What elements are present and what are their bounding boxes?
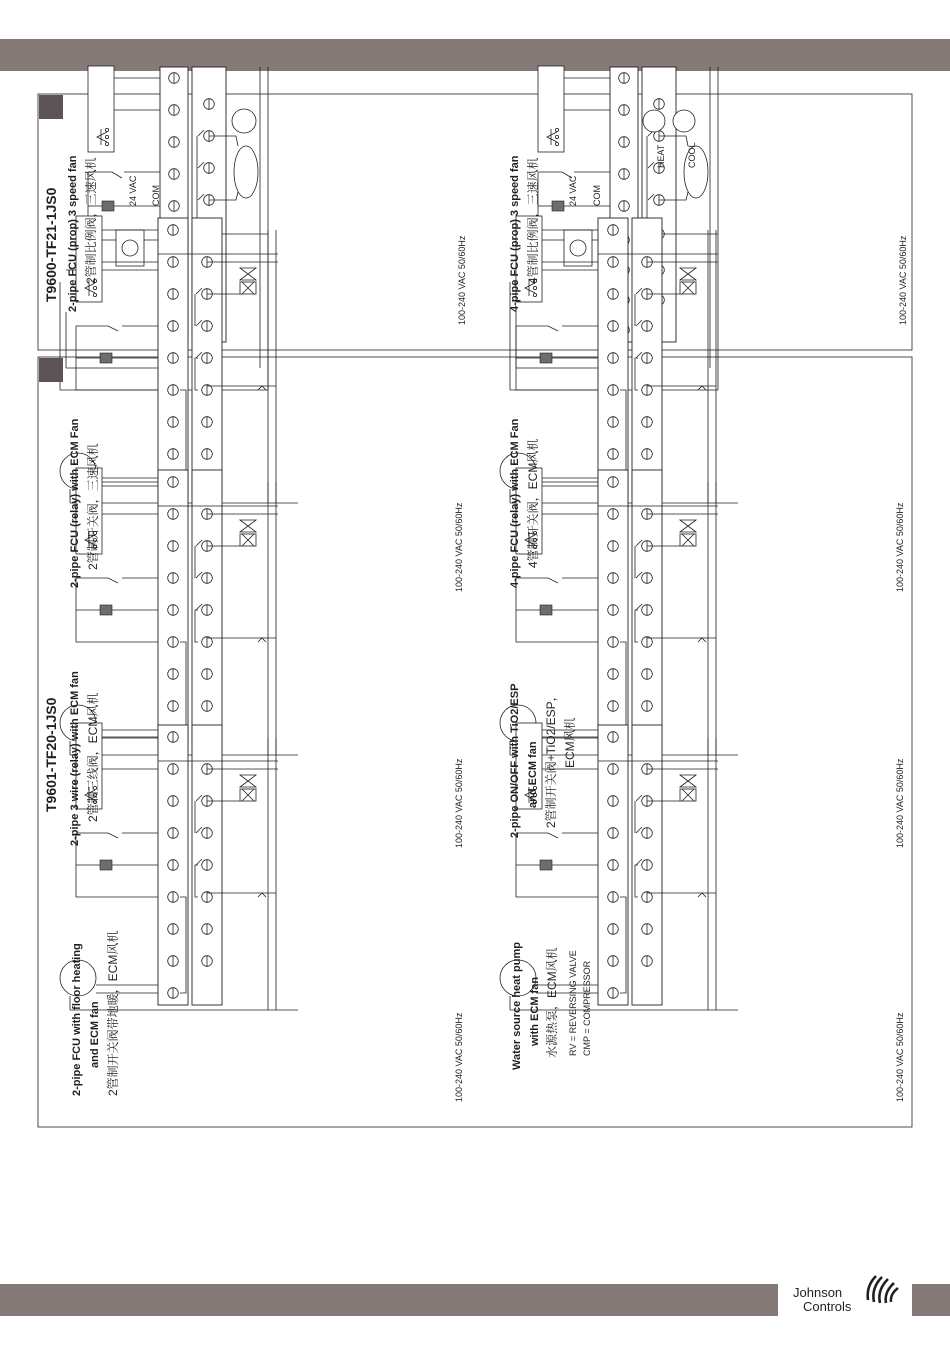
prop1-com: COM <box>151 185 161 206</box>
prop1-title: 2-pipe FCU (prop) 3 speed fan <box>67 155 79 312</box>
relay2-power: 100-240 VAC 50/60Hz <box>454 758 464 848</box>
prop1-subtitle: 2管制比例阀，三速风机 <box>84 157 98 284</box>
relay2-subtitle: 2管制三线阀，ECM风机 <box>86 692 100 822</box>
johnson-controls-logo <box>780 1268 910 1330</box>
logo-mark-icon <box>862 1270 902 1310</box>
prop2-24vac: 24 VAC <box>568 175 578 206</box>
logo-line2: Controls <box>803 1299 852 1314</box>
relay5-power: 100-240 VAC 50/60Hz <box>895 758 905 848</box>
relay1-power: 100-240 VAC 50/60Hz <box>454 502 464 592</box>
relay6-note-rv: RV = REVERSING VALVE <box>568 950 578 1056</box>
prop1-24vac: 24 VAC <box>128 175 138 206</box>
relay6-power: 100-240 VAC 50/60Hz <box>895 1012 905 1102</box>
prop2-heat: HEAT <box>656 144 666 168</box>
prop1-power: 100-240 VAC 50/60Hz <box>457 235 467 325</box>
logo-line1: Johnson <box>793 1285 843 1300</box>
relay1-title: 2-pipe FCU (relay) with ECM Fan <box>69 418 81 588</box>
relay3-power: 100-240 VAC 50/60Hz <box>454 1012 464 1102</box>
relay5-title-2: and ECM fan <box>527 741 539 808</box>
prop2-title: 4-pipe FCU (prop) 3 speed fan <box>509 155 521 312</box>
prop2-cool: COOL <box>687 142 697 168</box>
relay5-subtitle-2: ECM风机 <box>563 717 577 768</box>
relay6-subtitle: 水源热泵，ECM风机 <box>545 947 559 1058</box>
relay2-title: 2-pipe 3 wire (relay) with ECM fan <box>69 671 81 846</box>
prop2-power: 100-240 VAC 50/60Hz <box>898 235 908 325</box>
relay1-subtitle: 2管制开关阀，三速风机 <box>86 443 100 570</box>
relay4-power: 100-240 VAC 50/60Hz <box>895 502 905 592</box>
footer-band <box>0 1284 778 1316</box>
relay4-subtitle: 4管制开关阀，ECM风机 <box>526 438 540 568</box>
footer-band-right <box>912 1284 950 1316</box>
relay3-title-1: 2-pipe FCU with floor heating <box>71 943 83 1096</box>
relay6-title-2: with ECM fan <box>529 976 541 1046</box>
panel-t9600-corner <box>39 95 63 119</box>
prop2-subtitle: 4管制比例阀，三速风机 <box>526 157 540 284</box>
prop2-com: COM <box>592 185 602 206</box>
relay6-note-cmp: CMP = COMPRESSOR <box>582 960 592 1056</box>
panel-t9601-corner <box>39 358 63 382</box>
relay3-subtitle: 2管制开关阀带地暖，ECM风机 <box>106 930 120 1096</box>
relay3-title-2: and ECM fan <box>89 1001 101 1068</box>
relay4-title: 4-pipe FCU (relay) with ECM Fan <box>509 418 521 588</box>
relay5-subtitle-1: 2管制开关阀+TiO2/ESP， <box>544 689 558 828</box>
t9600-model: T9600-TF21-1JS0 <box>43 187 59 302</box>
t9601-model: T9601-TF20-1JS0 <box>43 697 59 812</box>
relay6-title-1: Water source heat pump <box>511 942 523 1070</box>
relay5-title-1: 2-pipe ON/OFF with TiO2/ESP <box>509 683 521 838</box>
